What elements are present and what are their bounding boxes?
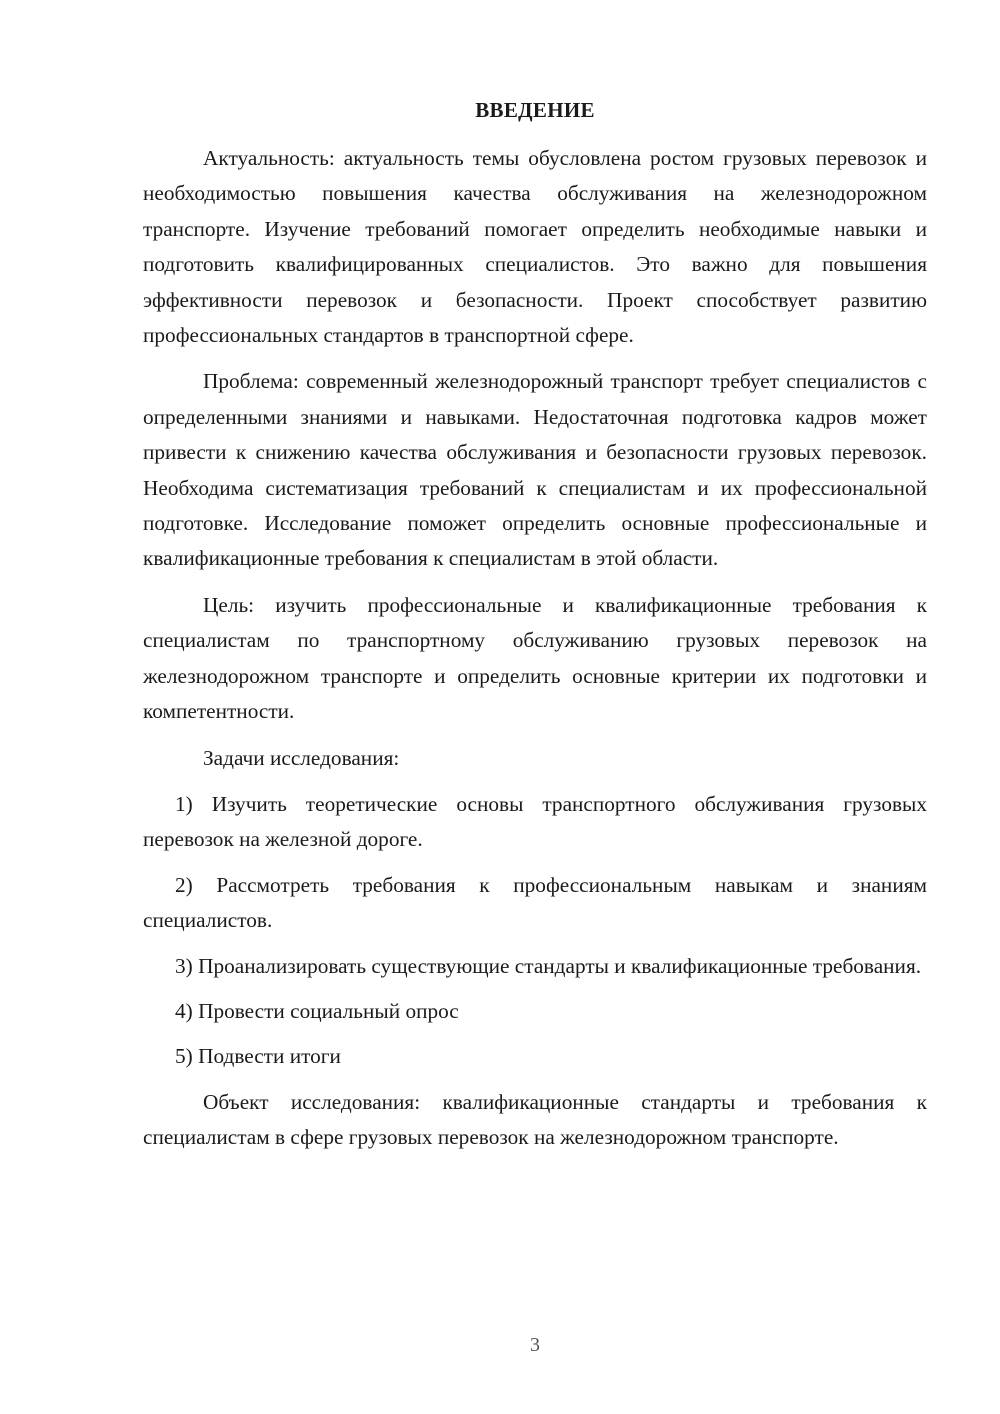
document-body (143, 141, 927, 1167)
paragraph-object: Объект исследования: квалификационные стандарты и требования к специалистам в сфере грузовых перевозок на железнодорожном транспорте. (143, 1089, 927, 1150)
paragraph-problem: Проблема: современный железнодорожный транспорт требует специалистов с определенными знаниями и навыками. Недостаточная подготовка кадров может привести к снижению качества обслуживания и безопасности грузовых перевозок. Необходима систематизация требований к специалистам и их профессиональной подготовке. Исследование поможет определить основные профессиональные и квалификационные требования к специалистам в этой области. (143, 369, 927, 571)
list-item: 1) Изучить теоретические основы транспортного обслуживания грузовых перевозок на железной дороге. (143, 791, 927, 852)
page-title: ВВЕДЕНИЕ (475, 98, 595, 122)
paragraph-tasks-heading: Задачи исследования: (203, 745, 400, 770)
tasks-list (143, 787, 927, 1075)
list-item: 3) Проанализировать существующие стандарты и квалификационные требования. (175, 953, 922, 978)
page-number: 3 (530, 1334, 540, 1356)
list-item: 5) Подвести итоги (175, 1044, 341, 1069)
paragraph-goal: Цель: изучить профессиональные и квалификационные требования к специалистам по транспортному обслуживанию грузовых перевозок на железнодорожном транспорте и определить основные критерии их подготовки и компетентности. (143, 592, 927, 724)
list-item: 2) Рассмотреть требования к профессиональным навыкам и знаниям специалистов. (143, 872, 927, 933)
list-item: 4) Провести социальный опрос (175, 998, 459, 1023)
paragraph-relevance: Актуальность: актуальность темы обусловлена ростом грузовых перевозок и необходимостью повышения качества обслуживания на железнодорожном транспорте. Изучение требований помогает определить необходимые навыки и подготовить квалифицированных специалистов. Это важно для повышения эффективности перевозок и безопасности. Проект способствует развитию профессиональных стандартов в транспортной сфере. (143, 146, 927, 348)
